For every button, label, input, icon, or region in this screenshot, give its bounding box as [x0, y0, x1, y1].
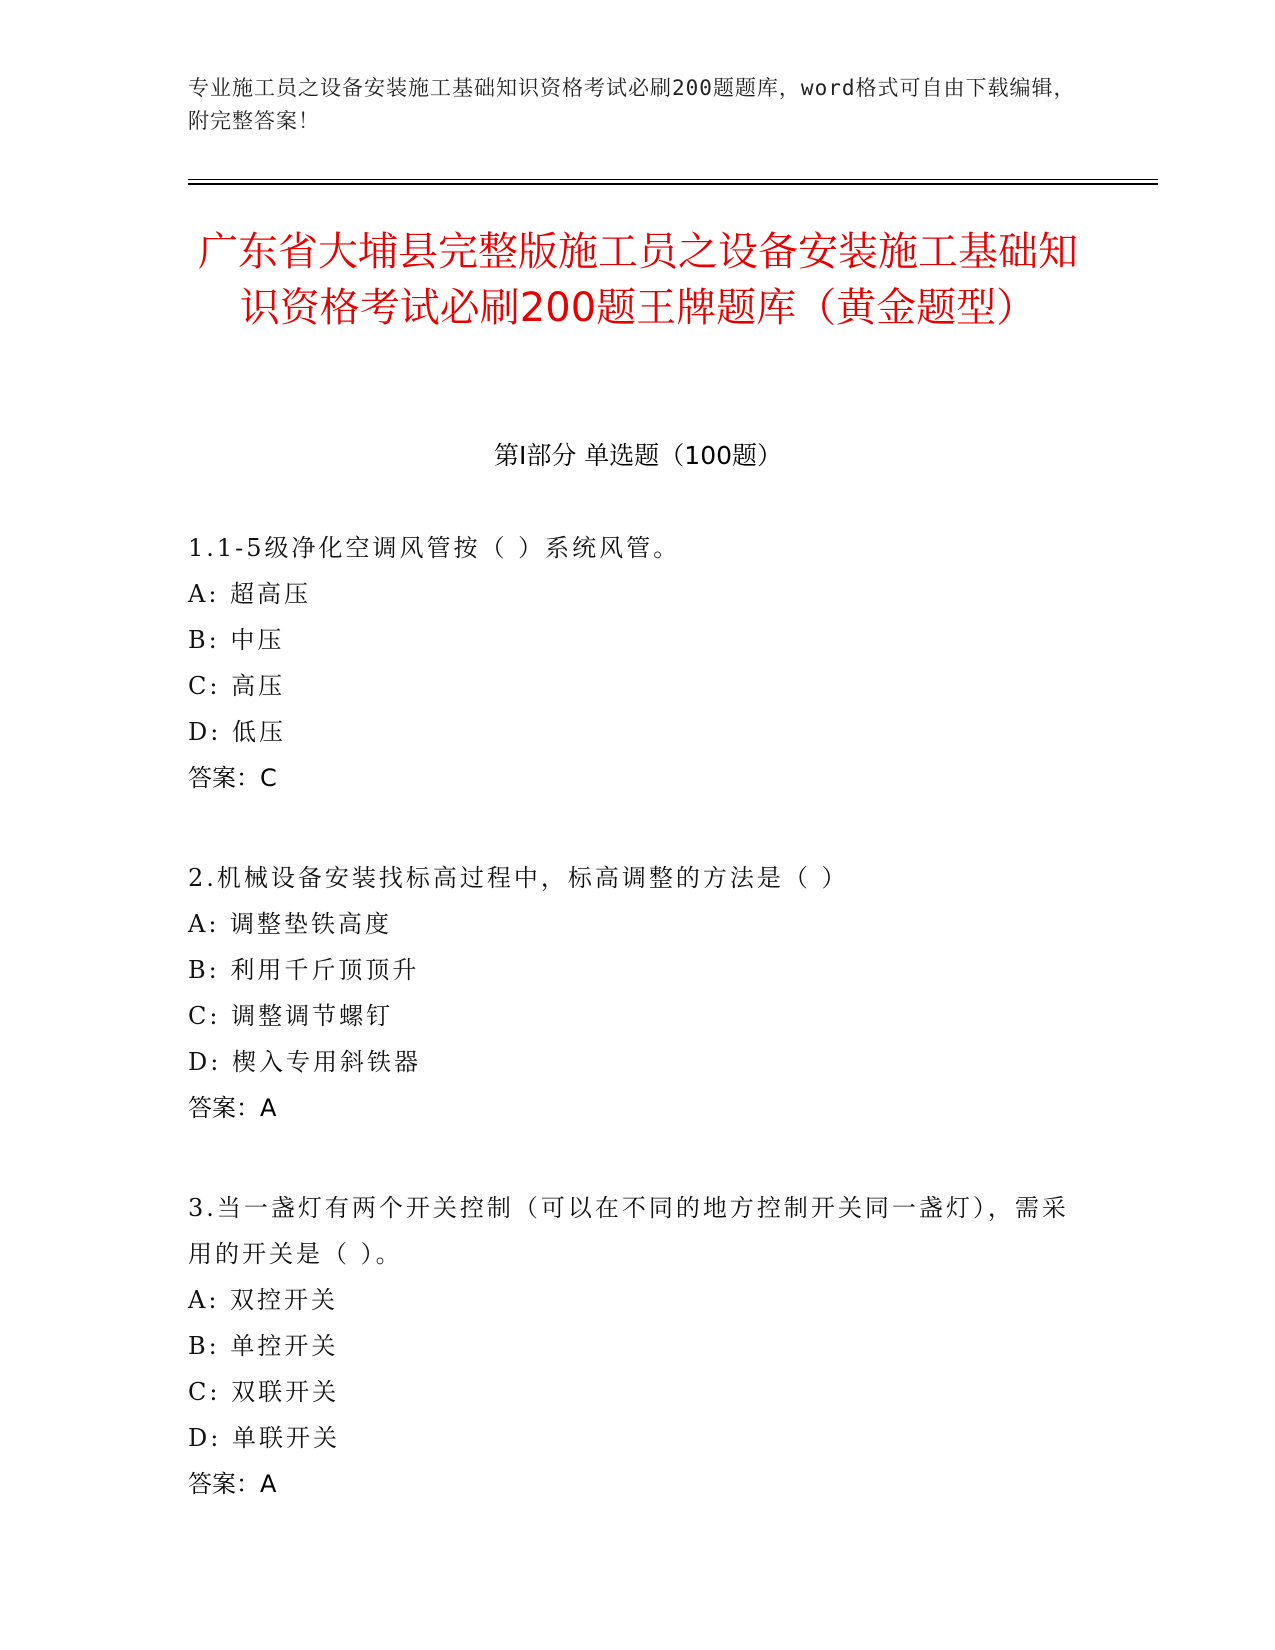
- document-title: 广东省大埔县完整版施工员之设备安装施工基础知识资格考试必刷200题王牌题库（黄金题型）: [198, 229, 1078, 331]
- option-c: C: 高压: [188, 672, 286, 700]
- header-divider-thin: [188, 179, 1158, 180]
- option-b: B: 利用千斤顶顶升: [188, 956, 420, 984]
- question-2: [188, 855, 1088, 1131]
- question-1: [188, 525, 1088, 801]
- option-d: D: 楔入专用斜铁器: [188, 1048, 421, 1076]
- option-c: C: 双联开关: [188, 1378, 340, 1406]
- question-list: [188, 525, 1088, 1561]
- question-stem: 1.1-5级净化空调风管按（ ）系统风管。: [188, 534, 681, 562]
- answer: 答案：A: [188, 1470, 277, 1498]
- question-3: [188, 1185, 1088, 1507]
- section-heading: 第I部分 单选题（100题）: [493, 441, 783, 470]
- option-a: A: 双控开关: [188, 1286, 339, 1314]
- option-c: C: 调整调节螺钉: [188, 1002, 394, 1030]
- option-b: B: 中压: [188, 626, 285, 654]
- answer: 答案：C: [188, 764, 277, 792]
- option-d: D: 低压: [188, 718, 286, 746]
- header-note: 专业施工员之设备安装施工基础知识资格考试必刷200题题库，word格式可自由下载编辑，附完整答案！: [188, 76, 1076, 133]
- header-divider-thick: [188, 183, 1158, 185]
- question-stem: 3.当一盏灯有两个开关控制（可以在不同的地方控制开关同一盏灯），需采用的开关是（ ）。: [188, 1194, 1069, 1268]
- option-a: A: 超高压: [188, 580, 312, 608]
- option-a: A: 调整垫铁高度: [188, 910, 393, 938]
- question-stem: 2.机械设备安装找标高过程中，标高调整的方法是（ ）: [188, 864, 849, 892]
- option-d: D: 单联开关: [188, 1424, 340, 1452]
- answer: 答案：A: [188, 1094, 277, 1122]
- option-b: B: 单控开关: [188, 1332, 339, 1360]
